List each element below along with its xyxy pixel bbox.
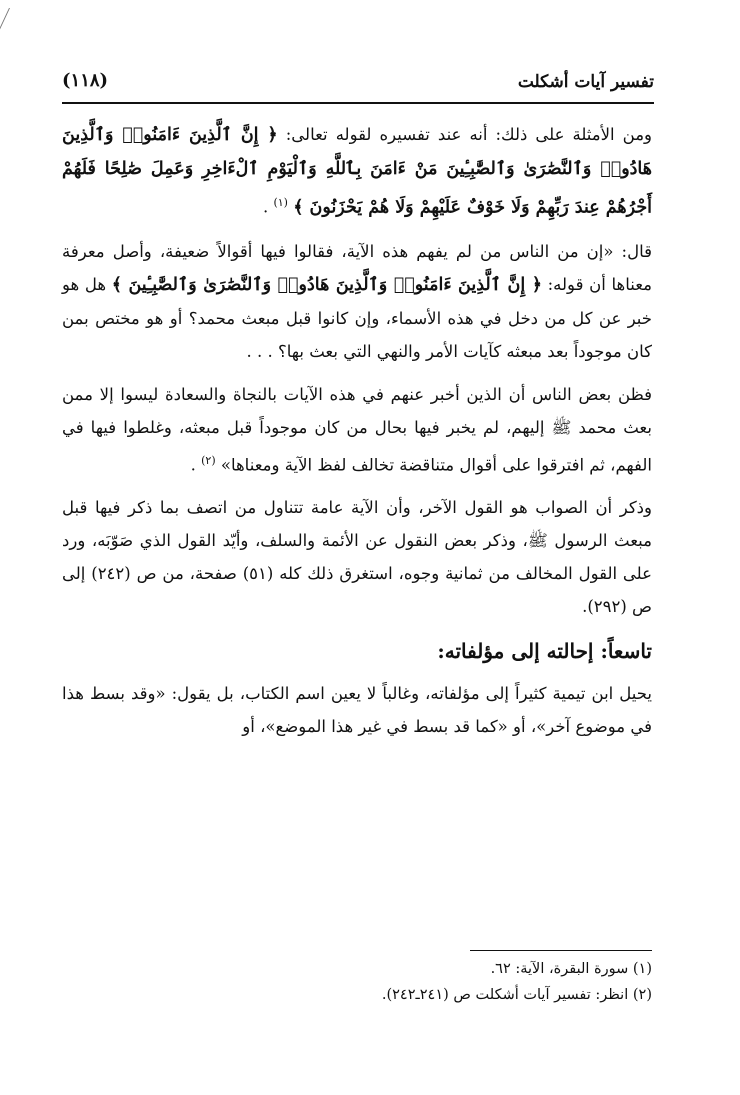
footnote-ref-2: (٢) [201,453,216,467]
page-number: (١١٨) [62,70,109,91]
page-corner-mark [0,8,24,38]
paragraph-1 [62,118,652,225]
paragraph-5-text: يحيل ابن تيمية كثيراً إلى مؤلفاته، وغالباً لا يعين اسم الكتاب، بل يقول: «وقد بسط هذا في موضوع آخر»، أو «كما قد بسط في غير هذا الموضع»، أو [62,684,652,736]
paragraph-3 [62,378,652,482]
paragraph-2 [62,235,652,368]
header-divider [62,102,654,104]
running-header [62,68,654,98]
footnote-divider [470,950,652,951]
quran-verse-2: ﴿ إِنَّ ٱلَّذِينَ ءَامَنُوا۟ وَٱلَّذِينَ هَادُوا۟ وَٱلنَّصَٰرَىٰ وَٱلصَّٰبِـِٔينَ ﴾ [111,274,542,295]
paragraph-4-text: وذكر أن الصواب هو القول الآخر، وأن الآية عامة تتناول من اتصف بما ذكر فيها قبل مبعث الرسول ﷺ، وذكر بعض النقول عن الأئمة والسلف، وأيّد القول الذي صَوّبَه، ورد على القول المخالف من ثمانية وجوه، استغرق ذلك كله (٥١) صفحة، من ص (٢٤٢) إلى ص (٢٩٢). [62,498,652,616]
footnotes [62,956,652,1008]
paragraph-3-text: فظن بعض الناس أن الذين أخبر عنهم في هذه الآيات بالنجاة والسعادة ليسوا إلا ممن بعث محمد ﷺ إليهم، لم يخبر فيها بحال من كان موجوداً قبل مبعثه، وغلطوا فيها في الفهم، ثم افترقوا على أقوال متناقضة تخالف لفظ الآية ومعناها» [62,384,652,474]
paragraph-1-intro: ومن الأمثلة على ذلك: أنه عند تفسيره لقوله تعالى: [285,125,653,144]
paragraph-2-intro: قال: «إن من الناس من لم يفهم هذه الآية، فقالوا فيها أقوالاً ضعيفة، وأصل معرفة معناها أن قوله: [62,241,652,294]
paragraph-1-tail: . [262,197,269,217]
header-title: تفسير آيات أشكلت [517,72,654,92]
footnote-1-text: سورة البقرة، الآية: ٦٢. [490,961,629,977]
section-heading: تاسعاً: إحالته إلى مؤلفاته: [437,639,652,663]
footnote-2-text: انظر: تفسير آيات أشكلت ص (٢٤١ـ٢٤٢). [381,987,629,1003]
footnote-1-number: (١) [632,961,652,977]
body-text [62,118,652,753]
paragraph-3-tail: . [190,455,196,474]
footnote-ref-1: (١) [273,196,288,209]
footnote-1 [62,956,652,982]
quran-verse-1: ﴿ إِنَّ ٱلَّذِينَ ءَامَنُوا۟ وَٱلَّذِينَ هَادُوا۟ وَٱلنَّصَٰرَىٰ وَٱلصَّٰبِـِٔينَ مَنْ ءَامَنَ بِٱللَّهِ وَٱلْيَوْمِ ٱلْءَاخِرِ وَعَمِلَ صَٰلِحًا فَلَهُمْ أَجْرُهُمْ عِندَ رَبِّهِمْ وَلَا خَوْفٌ عَلَيْهِمْ وَلَا هُمْ يَحْزَنُونَ ﴾ [62,125,652,218]
footnote-2-number: (٢) [632,987,652,1003]
paragraph-4 [62,491,652,623]
paragraph-2-tail: هل هو خبر عن كل من دخل في هذه الأسماء، وإن كانوا قبل مبعث محمد؟ أو هو مختص بمن كان موجوداً بعد مبعثه كآيات الأمر والنهي التي بعث بها؟ . . . [62,274,652,361]
paragraph-5 [62,677,652,743]
footnote-2 [62,982,652,1008]
